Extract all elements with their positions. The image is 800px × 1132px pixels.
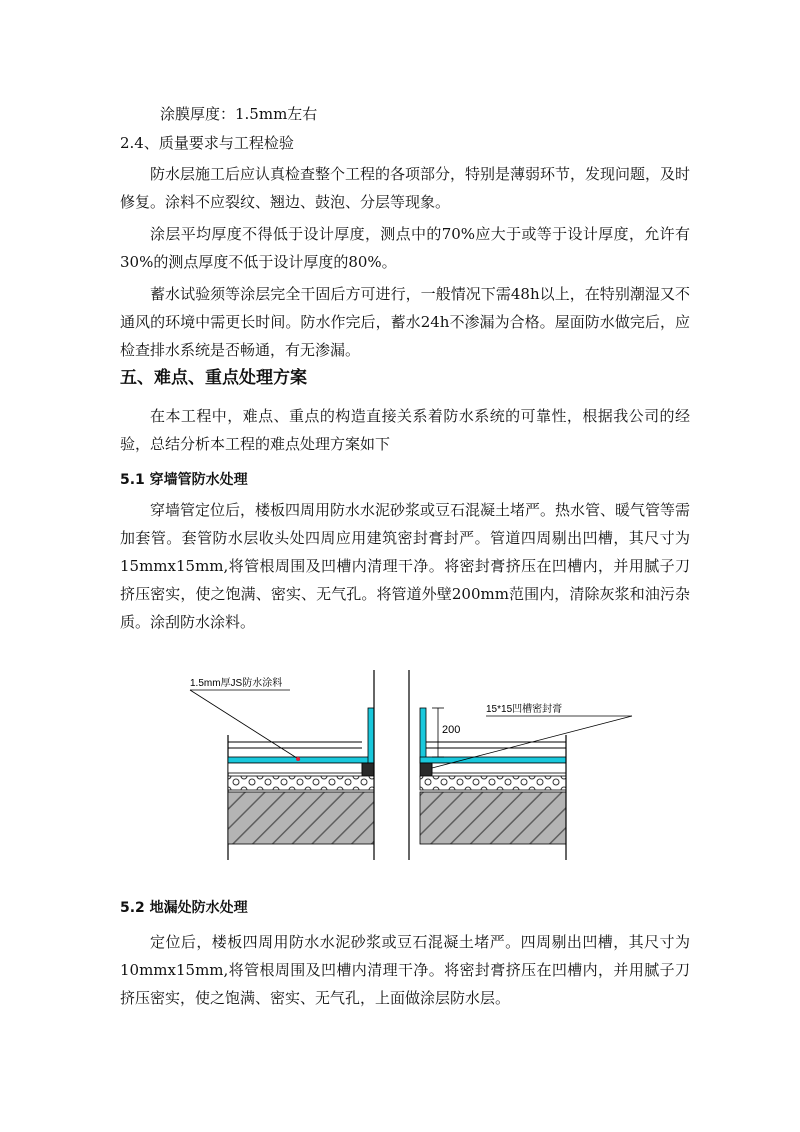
left-slab (228, 792, 374, 844)
dimension-text: 200 (442, 724, 461, 736)
section-5-intro: 在本工程中，难点、重点的构造直接关系着防水系统的可靠性，根据我公司的经验，总结分析本工程的难点处理方案如下 (120, 407, 690, 453)
right-slab (420, 792, 566, 844)
section-5-1-heading: 5.1 穿墙管防水处理 (120, 472, 248, 488)
right-membrane-horizontal (420, 757, 566, 763)
right-leveling-layer (432, 763, 566, 773)
left-label-text: 1.5mm厚JS防水涂料 (190, 678, 283, 689)
quality-paragraph-1: 防水层施工后应认真检查整个工程的各项部分，特别是薄弱环节，发现问题，及时修复。涂料不应裂纹、翘边、鼓泡、分层等现象。 (120, 165, 691, 211)
left-detail (190, 670, 374, 860)
section-5-1-paragraph: 穿墙管定位后，楼板四周用防水水泥砂浆或豆石混凝土堵严。热水管、暖气管等需加套管。套管防水层收头处四周应用建筑密封膏封严。管道四周剔出凹槽，其尺寸为15mmx15mm,将管根周围及凹槽内清理干净。将密封膏挤压在凹槽内，并用腻子刀挤压密实，使之饱满、密实、无气孔。将管道外壁200mm范围内，清除灰浆和油污杂质。涂刮防水涂料。 (120, 501, 691, 631)
right-detail (409, 670, 632, 860)
membrane-thickness-line: 涂膜厚度：1.5mm左右 (160, 105, 318, 123)
left-sealant (362, 763, 374, 777)
section-5-2-paragraph: 定位后，楼板四周用防水水泥砂浆或豆石混凝土堵严。四周剔出凹槽，其尺寸为10mmx15mm,将管根周围及凹槽内清理干净。将密封膏挤压在凹槽内，并用腻子刀挤压密实，使之饱满、密实、无气孔，上面做涂层防水层。 (120, 933, 690, 1007)
quality-paragraph-2: 涂层平均厚度不得低于设计厚度，测点中的70%应大于或等于设计厚度，允许有30%的测点厚度不低于设计厚度的80%。 (120, 225, 690, 271)
right-sealant (420, 763, 432, 777)
section-5-2-heading: 5.2 地漏处防水处理 (120, 900, 248, 916)
left-leveling-layer (228, 763, 362, 773)
left-pebble-layer (228, 776, 374, 790)
right-pebble-layer (420, 776, 566, 790)
right-label-text: 15*15凹槽密封膏 (486, 704, 563, 715)
left-membrane-vertical (368, 708, 374, 763)
right-membrane-vertical (420, 708, 426, 763)
quality-paragraph-3: 蓄水试验须等涂层完全干固后方可进行，一般情况下需48h以上，在特别潮湿又不通风的环境中需更长时间。防水作完后，蓄水24h不渗漏为合格。屋面防水做完后，应检查排水系统是否畅通，有无渗漏。 (120, 285, 690, 359)
left-label-leader (190, 690, 300, 760)
section-5-heading: 五、难点、重点处理方案 (120, 368, 307, 388)
section-2-4-heading: 2.4、质量要求与工程检验 (120, 134, 294, 152)
wall-pipe-waterproof-diagram (0, 660, 800, 870)
left-membrane-horizontal (228, 757, 374, 763)
